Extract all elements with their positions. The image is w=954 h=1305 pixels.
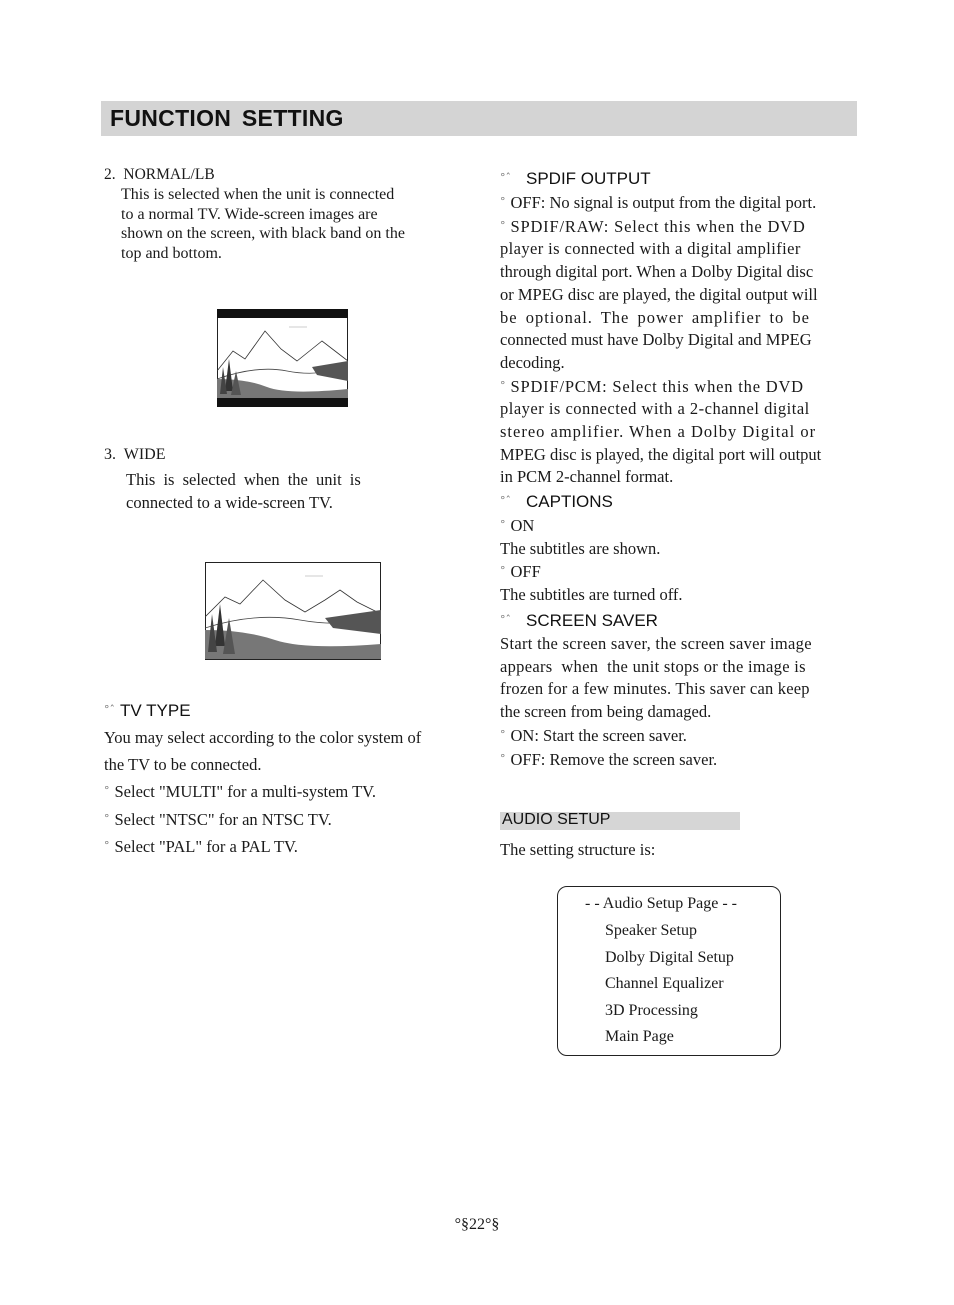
captions-description: ° ON The subtitles are shown. ° OFF The subtitles are turned off. (500, 516, 683, 605)
small-bullet-icon: ° (500, 195, 506, 208)
screen-saver-description: Start the screen saver, the screen saver image appears when the unit stops or the image is frozen for a few minutes. This saver can keep the screen from being damaged. ° ON: Start the screen saver. ° OFF: Remove the screen saver. (500, 633, 846, 771)
small-bullet-icon: ° (500, 518, 506, 531)
tree-item: Main Page (605, 1028, 674, 1045)
tree-item: 3D Processing (605, 1002, 698, 1019)
list-item: ° ON (500, 516, 535, 535)
small-bullet-icon: ° (500, 751, 506, 765)
small-bullet-icon: ° (500, 378, 506, 392)
list-item: ° Select "NTSC" for an NTSC TV. (104, 809, 332, 829)
small-bullet-icon: °ˆ (500, 171, 511, 184)
small-bullet-icon: ° (104, 811, 110, 825)
audio-setup-structure-box (557, 886, 781, 1056)
small-bullet-icon: ° (104, 839, 110, 852)
tree-item: Channel Equalizer (605, 975, 724, 992)
tv-type-heading: °ˆ TV TYPE (104, 701, 191, 720)
captions-heading: °ˆ CAPTIONS (500, 492, 613, 511)
small-bullet-icon: °ˆ (104, 703, 115, 716)
list-item: ° OFF: No signal is output from the digital port. (500, 193, 817, 212)
tree-item: Dolby Digital Setup (605, 949, 734, 966)
screen-saver-heading: °ˆ SCREEN SAVER (500, 611, 658, 630)
section-header-bar (101, 101, 857, 136)
widescreen-illustration (205, 562, 381, 660)
page-number: °§22°§ (454, 1216, 500, 1233)
small-bullet-icon: ° (500, 727, 506, 741)
list-item: ° OFF (500, 562, 541, 582)
audio-setup-title: AUDIO SETUP (502, 811, 611, 828)
tree-item: Speaker Setup (605, 922, 697, 939)
list-item: ° ON: Start the screen saver. (500, 725, 687, 745)
small-bullet-icon: °ˆ (500, 613, 511, 626)
normal-lb-heading: 2. NORMAL/LB (104, 166, 215, 183)
small-bullet-icon: °ˆ (500, 494, 511, 507)
small-bullet-icon: ° (500, 564, 506, 578)
tree-item-title: - - Audio Setup Page - - (585, 895, 737, 912)
normal-lb-description: This is selected when the unit is connected to a normal TV. Wide-screen images are shown on the screen, with black band on the top and bottom. (121, 186, 405, 263)
spdif-output-description: ° OFF: No signal is output from the digital port. ° SPDIF/RAW: Select this when the DVD player is connected with a digital amplifier through digital port. When a Dolby Digital disc or MPEG disc are played, the digital output will be optional. The power amplifier to be connected must have Dolby Digital and MPEG decoding. ° SPDIF/PCM: Select this when the DVD player is connected with a 2-channel digital stereo amplifier. When a Dolby Digital or MPEG disc is played, the digital port will output in PCM 2-channel format. (500, 191, 846, 489)
wide-description: This is selected when the unit is connected to a wide-screen TV. (126, 470, 361, 512)
small-bullet-icon: ° (500, 218, 506, 232)
tv-type-description: You may select according to the color system of the TV to be connected. ° Select "MULTI" for a multi-system TV. ° Select "NTSC" for an NTSC TV. ° Select "PAL" for a PAL TV. (104, 725, 421, 861)
small-bullet-icon: ° (104, 784, 110, 797)
list-item: ° Select "PAL" for a PAL TV. (104, 837, 298, 856)
list-item: ° OFF: Remove the screen saver. (500, 749, 718, 769)
wide-heading: 3. WIDE (104, 446, 166, 463)
audio-setup-intro: The setting structure is: (500, 840, 656, 859)
list-item: ° SPDIF/RAW: Select this when the DVD (500, 216, 806, 236)
list-item: ° Select "MULTI" for a multi-system TV. (104, 782, 377, 801)
audio-setup-header-bar (500, 812, 740, 830)
page-title: FUNCTION SETTING (110, 105, 344, 131)
list-item: ° SPDIF/PCM: Select this when the DVD (500, 376, 804, 396)
spdif-output-heading: °ˆ SPDIF OUTPUT (500, 169, 651, 188)
letterbox-illustration (217, 309, 348, 407)
